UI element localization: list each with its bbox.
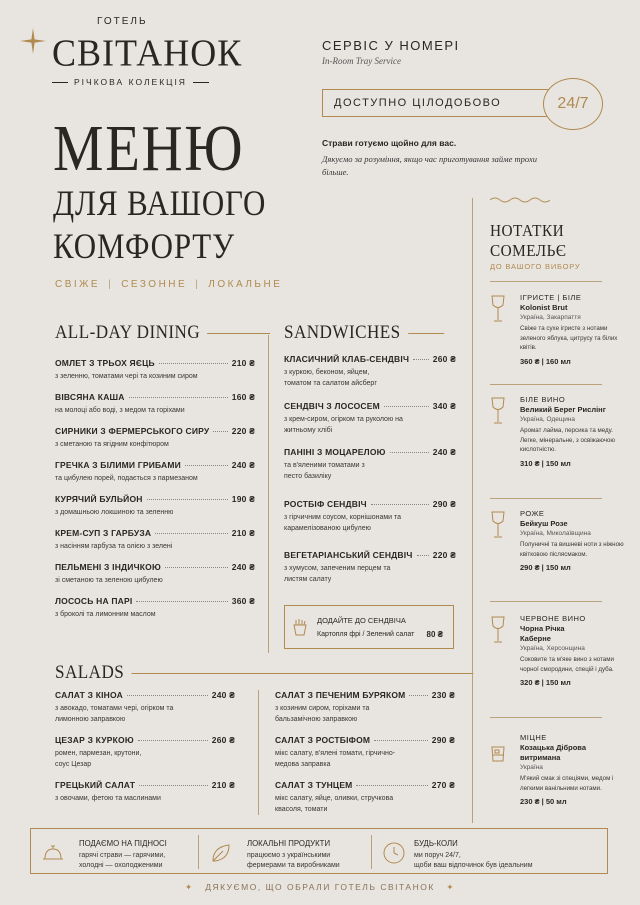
menu-item xyxy=(55,392,255,416)
item-price: 220 ₴ xyxy=(432,550,456,560)
item-name: ВЕГЕТАРІАНСЬКИЙ СЕНДВІЧ xyxy=(284,550,413,560)
glass-icon xyxy=(490,295,506,323)
wine-region: Україна, Одещина xyxy=(520,416,576,423)
divider xyxy=(490,717,602,718)
wine-type: ІГРИСТЕ | БІЛЕ xyxy=(520,293,582,302)
wine-name: Чорна Річка Каберне xyxy=(520,624,565,643)
section-title-text: SALADS xyxy=(55,662,125,683)
whisky-glass-icon xyxy=(490,735,506,763)
wine-name: Козацька Діброва витримана xyxy=(520,743,586,762)
footer-info xyxy=(30,828,608,874)
column-divider xyxy=(472,198,473,823)
hours-badge xyxy=(543,78,603,130)
item-name: КРЕМ-СУП З ГАРБУЗА xyxy=(55,528,152,538)
menu-item xyxy=(55,494,255,518)
wine-note: Полуничні та вишневі ноти з ніжною квітковою післясмаком. xyxy=(520,541,624,558)
menu-item xyxy=(55,562,255,586)
item-price: 190 ₴ xyxy=(231,494,255,504)
item-description: ромен, пармезан, крутони, соус Цезар xyxy=(55,750,142,768)
wine-region: Україна, Закарпаття xyxy=(520,314,581,321)
hours-text: 24/7 xyxy=(557,95,589,112)
item-price: 360 ₴ xyxy=(231,596,255,606)
clock-icon xyxy=(382,841,406,865)
tag: СЕЗОННЕ xyxy=(121,279,188,290)
item-description: з домашньою локшиною та зеленню xyxy=(55,509,174,516)
footer-desc-line: працюємо з українськими xyxy=(247,852,331,859)
item-price: 210 ₴ xyxy=(211,780,235,790)
item-name: ГРЕЦЬКИЙ САЛАТ xyxy=(55,780,136,790)
addon-box xyxy=(284,605,454,649)
wine-price: 360 ₴ | 160 мл xyxy=(520,356,571,366)
addon-description: Картопля фрі / Зелений салат xyxy=(317,631,415,638)
item-description: мікс салату, в'ялені томати, гірчично-медова заправка xyxy=(275,750,396,768)
footer-desc xyxy=(247,851,340,871)
item-name: САЛАТ З ТУНЦЕМ xyxy=(275,780,353,790)
page-subtitle-line2: КОМФОРТУ xyxy=(53,226,235,266)
item-name: КЛАСИЧНИЙ КЛАБ-СЕНДВІЧ xyxy=(284,354,410,364)
wine-note: М'який смак зі спеціями, медом і легкими ванільними нотами. xyxy=(520,775,614,792)
section-title-salads xyxy=(55,662,473,684)
item-description: та цибулею порей, подається з пармезаном xyxy=(55,475,198,482)
footer-title: БУДЬ-КОЛИ xyxy=(414,839,458,848)
menu-item xyxy=(55,596,255,620)
availability-text: ДОСТУПНО ЦІЛОДОБОВО xyxy=(334,97,502,109)
column-divider xyxy=(258,690,259,815)
footer-title: ПОДАЄМО НА ПІДНОСІ xyxy=(79,839,167,848)
service-note: Дякуємо за розуміння, якщо час приготування займе трохи більше. xyxy=(322,154,537,177)
wine-type: ЧЕРВОНЕ ВИНО xyxy=(520,614,586,623)
item-price: 210 ₴ xyxy=(231,358,255,368)
item-description: з броколі та лимонним маслом xyxy=(55,611,156,618)
item-name: ЦЕЗАР З КУРКОЮ xyxy=(55,735,134,745)
item-name: ГРЕЧКА З БІЛИМИ ГРИБАМИ xyxy=(55,460,181,470)
item-name: ПАНІНІ З МОЦАРЕЛОЮ xyxy=(284,447,386,457)
wine-type: БІЛЕ ВИНО xyxy=(520,395,566,404)
wine-note: Аромат лайма, персика та меду. Легке, мінеральне, з освіжаючою кислотністю. xyxy=(520,427,616,453)
item-price: 340 ₴ xyxy=(432,401,456,411)
item-description: з сметаною та ягідним конфітюром xyxy=(55,441,169,448)
item-name: САЛАТ З ПЕЧЕНИМ БУРЯКОМ xyxy=(275,690,406,700)
menu-item xyxy=(284,499,456,534)
wine-name: Kolonist Brut xyxy=(520,303,568,312)
item-name: СЕНДВІЧ З ЛОСОСЕМ xyxy=(284,401,380,411)
cloche-icon xyxy=(41,841,65,865)
menu-item xyxy=(55,690,235,725)
wine-item xyxy=(490,293,630,366)
wine-region: Україна, Херсонщина xyxy=(520,645,585,652)
item-description: мікс салату, яйце, оливки, стручкова квасоля, томати xyxy=(275,795,394,813)
item-name: СИРНИКИ З ФЕРМЕРСЬКОГО СИРУ xyxy=(55,426,210,436)
menu-item xyxy=(55,426,255,450)
divider xyxy=(490,498,602,499)
footer-desc xyxy=(79,851,165,871)
footer-cell xyxy=(199,829,371,875)
sommelier-subtitle: ДО ВАШОГО ВИБОРУ xyxy=(490,262,581,271)
item-description: з хумусом, запеченим перцем та листям салату xyxy=(284,565,391,583)
item-name: ЛОСОСЬ НА ПАРІ xyxy=(55,596,133,606)
divider xyxy=(193,82,209,83)
divider xyxy=(207,333,270,334)
item-description: на молоці або воді, з медом та горіхами xyxy=(55,407,185,414)
item-description: з куркою, беконом, яйцем, томатом та салатом айсберг xyxy=(284,369,377,387)
service-title: СЕРВІС У НОМЕРІ xyxy=(322,38,460,53)
item-price: 260 ₴ xyxy=(432,354,456,364)
wine-type: МІЦНЕ xyxy=(520,733,547,742)
item-name: САЛАТ З РОСТБІФОМ xyxy=(275,735,371,745)
menu-item xyxy=(284,354,456,389)
footer-desc-line: щоби ваш відпочинок був ідеальним xyxy=(414,862,533,869)
divider xyxy=(52,82,68,83)
tag: ЛОКАЛЬНЕ xyxy=(208,279,283,290)
item-price: 290 ₴ xyxy=(432,499,456,509)
footer-title: ЛОКАЛЬНІ ПРОДУКТИ xyxy=(247,839,331,848)
item-price: 240 ₴ xyxy=(231,562,255,572)
item-description: з гірчичним соусом, корнішонами та карамелізованою цибулею xyxy=(284,514,402,532)
wine-note: Соковите та м'яке вино з нотами чорної смородини, спецій і дуба. xyxy=(520,656,614,673)
item-price: 160 ₴ xyxy=(231,392,255,402)
item-price: 270 ₴ xyxy=(431,780,455,790)
divider xyxy=(408,333,444,334)
glass-icon xyxy=(490,511,506,539)
item-name: ПЕЛЬМЕНІ З ІНДИЧКОЮ xyxy=(55,562,161,572)
item-price: 240 ₴ xyxy=(231,460,255,470)
item-description: з крем-сиром, огірком та руколою на житньому хлібі xyxy=(284,416,403,434)
wine-name: Великий Берег Рислінг xyxy=(520,405,606,414)
collection-label xyxy=(52,77,209,87)
tag: СВІЖЕ xyxy=(55,279,101,290)
menu-item xyxy=(284,401,456,436)
divider xyxy=(490,384,602,385)
star-icon xyxy=(20,28,46,54)
item-description: з авокадо, томатами чері, огірком та лимонною заправкою xyxy=(55,705,174,723)
fries-icon xyxy=(291,618,309,636)
wine-note: Свіже та сухе ігристе з нотами зеленого яблука, цитрусу та білих квітів. xyxy=(520,325,618,351)
availability-box xyxy=(322,89,554,117)
menu-item xyxy=(55,735,235,770)
wine-price: 310 ₴ | 150 мл xyxy=(520,458,571,468)
hotel-name: СВІТАНОК xyxy=(52,32,243,74)
item-price: 240 ₴ xyxy=(211,690,235,700)
footer-desc-line: гарячі страви — гарячими, xyxy=(79,852,166,859)
glass-icon xyxy=(490,616,506,644)
tag-separator: | xyxy=(195,279,201,290)
item-name: КУРЯЧИЙ БУЛЬЙОН xyxy=(55,494,143,504)
wine-region: Україна xyxy=(520,764,543,771)
divider xyxy=(490,281,602,282)
leaf-icon xyxy=(209,841,233,865)
menu-item xyxy=(284,550,456,585)
ornament-icon xyxy=(490,196,550,204)
item-price: 290 ₴ xyxy=(431,735,455,745)
menu-item xyxy=(275,780,455,815)
section-title-sandwiches xyxy=(284,322,444,344)
sommelier-title-line: НОТАТКИ xyxy=(490,221,565,240)
addon-price: 80 ₴ xyxy=(426,630,443,639)
service-note-bold: Страви готуємо щойно для вас. xyxy=(322,138,457,148)
footer-desc-line: фермерами та виробниками xyxy=(247,862,340,869)
item-description: з козиним сиром, горіхами та бальзамічною заправкою xyxy=(275,705,370,723)
item-price: 210 ₴ xyxy=(231,528,255,538)
wine-region: Україна, Миколаївщина xyxy=(520,530,591,537)
item-name: РОСТБІФ СЕНДВІЧ xyxy=(284,499,367,509)
section-title-all-day xyxy=(55,322,270,344)
hotel-label: ГОТЕЛЬ xyxy=(97,16,148,27)
menu-item xyxy=(55,780,235,804)
sommelier-title xyxy=(490,221,566,261)
sparkle-icon: ✦ xyxy=(446,882,455,892)
item-price: 260 ₴ xyxy=(211,735,235,745)
item-price: 230 ₴ xyxy=(431,690,455,700)
divider xyxy=(490,601,602,602)
column-divider xyxy=(268,335,269,653)
tagline xyxy=(55,279,282,290)
page-subtitle-line1: ДЛЯ ВАШОГО xyxy=(53,183,267,223)
menu-item xyxy=(55,460,255,484)
item-description: з зеленню, томатами чері та козиним сиром xyxy=(55,373,198,380)
wine-price: 290 ₴ | 150 мл xyxy=(520,563,571,572)
sommelier-title-line: СОМЕЛЬЄ xyxy=(490,241,567,260)
addon-title: ДОДАЙТЕ ДО СЕНДВІЧА xyxy=(317,616,406,625)
menu-item xyxy=(284,447,456,482)
menu-item xyxy=(275,690,455,725)
wine-item xyxy=(490,614,630,687)
service-subtitle: In-Room Tray Service xyxy=(322,56,401,66)
wine-item xyxy=(490,733,630,806)
tag-separator: | xyxy=(108,279,114,290)
item-name: ОМЛЕТ З ТРЬОХ ЯЄЦЬ xyxy=(55,358,155,368)
item-description: з насінням гарбуза та олією з зелені xyxy=(55,543,173,550)
wine-item xyxy=(490,509,630,572)
thanks-text: ДЯКУЄМО, ЩО ОБРАЛИ ГОТЕЛЬ СВІТАНОК xyxy=(205,882,435,892)
footer-desc-line: холодні — охолодженими xyxy=(79,862,163,869)
divider xyxy=(131,673,473,674)
menu-item xyxy=(55,528,255,552)
footer-desc xyxy=(414,851,533,871)
item-description: та в'яленими томатами з песто базиліку xyxy=(284,462,365,480)
menu-item xyxy=(55,358,255,382)
wine-price: 320 ₴ | 150 мл xyxy=(520,678,571,687)
wine-item xyxy=(490,395,630,468)
footer-thanks xyxy=(0,882,640,893)
section-title-text: ALL-DAY DINING xyxy=(55,322,201,343)
section-title-text: SANDWICHES xyxy=(284,322,401,343)
glass-icon xyxy=(490,397,506,425)
item-name: САЛАТ З КІНОА xyxy=(55,690,123,700)
item-description: з овочами, фетою та маслинами xyxy=(55,795,161,802)
sparkle-icon: ✦ xyxy=(184,882,194,892)
footer-cell xyxy=(372,829,608,875)
wine-price: 230 ₴ | 50 мл xyxy=(520,797,567,806)
wine-type: РОЖЕ xyxy=(520,509,545,518)
collection-text: РІЧКОВА КОЛЕКЦІЯ xyxy=(74,77,187,87)
page-title: МЕНЮ xyxy=(53,112,245,185)
item-description: зі сметаною та зеленою цибулею xyxy=(55,577,163,584)
item-price: 220 ₴ xyxy=(231,426,255,436)
wine-name: Бейкуш Розе xyxy=(520,519,568,528)
footer-desc-line: ми поруч 24/7, xyxy=(414,852,461,859)
footer-cell xyxy=(31,829,198,875)
menu-item xyxy=(275,735,455,770)
item-name: ВІВСЯНА КАША xyxy=(55,392,125,402)
item-price: 240 ₴ xyxy=(432,447,456,457)
